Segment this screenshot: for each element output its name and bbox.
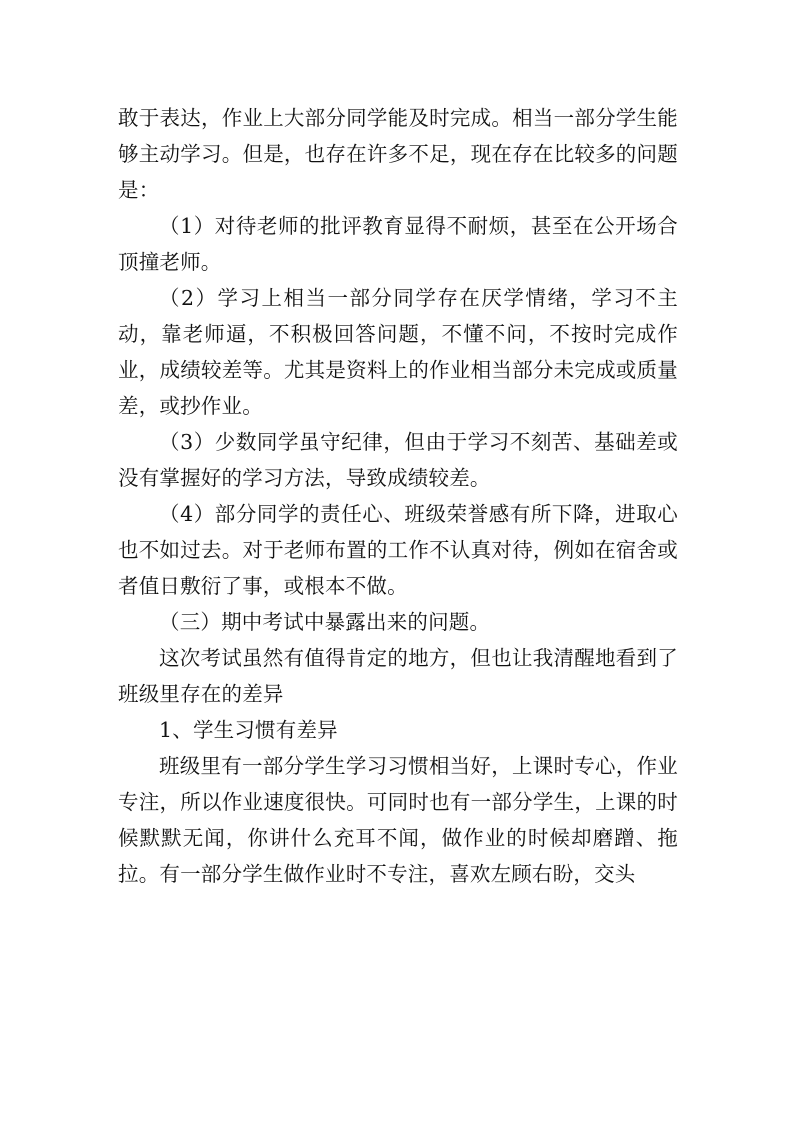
paragraph-2: （1）对待老师的批评教育显得不耐烦，甚至在公开场合顶撞老师。 (118, 214, 678, 274)
paragraph-4: （3）少数同学虽守纪律，但由于学习不刻苦、基础差或没有掌握好的学习方法，导致成绩较差。 (118, 430, 678, 490)
paragraph-1: 敢于表达，作业上大部分同学能及时完成。相当一部分学生能够主动学习。但是，也存在许多不足，现在存在比较多的问题是： (118, 106, 678, 202)
paragraph-7: 这次考试虽然有值得肯定的地方，但也让我清醒地看到了班级里存在的差异 (118, 646, 678, 706)
document-body (118, 100, 678, 892)
subheading: 1、学生习惯有差异 (159, 718, 338, 742)
section-heading: （三）期中考试中暴露出来的问题。 (159, 610, 491, 634)
paragraph-3: （2）学习上相当一部分同学存在厌学情绪，学习不主动，靠老师逼，不积极回答问题，不懂不问，不按时完成作业，成绩较差等。尤其是资料上的作业相当部分未完成或质量差，或抄作业。 (118, 286, 678, 418)
paragraph-5: （4）部分同学的责任心、班级荣誉感有所下降，进取心也不如过去。对于老师布置的工作不认真对待，例如在宿舍或者值日敷衍了事，或根本不做。 (118, 502, 678, 598)
paragraph-9: 班级里有一部分学生学习习惯相当好，上课时专心，作业专注，所以作业速度很快。可同时也有一部分学生，上课的时候默默无闻，你讲什么充耳不闻，做作业的时候却磨蹭、拖拉。有一部分学生做作业时不专注，喜欢左顾右盼，交头 (118, 754, 678, 886)
